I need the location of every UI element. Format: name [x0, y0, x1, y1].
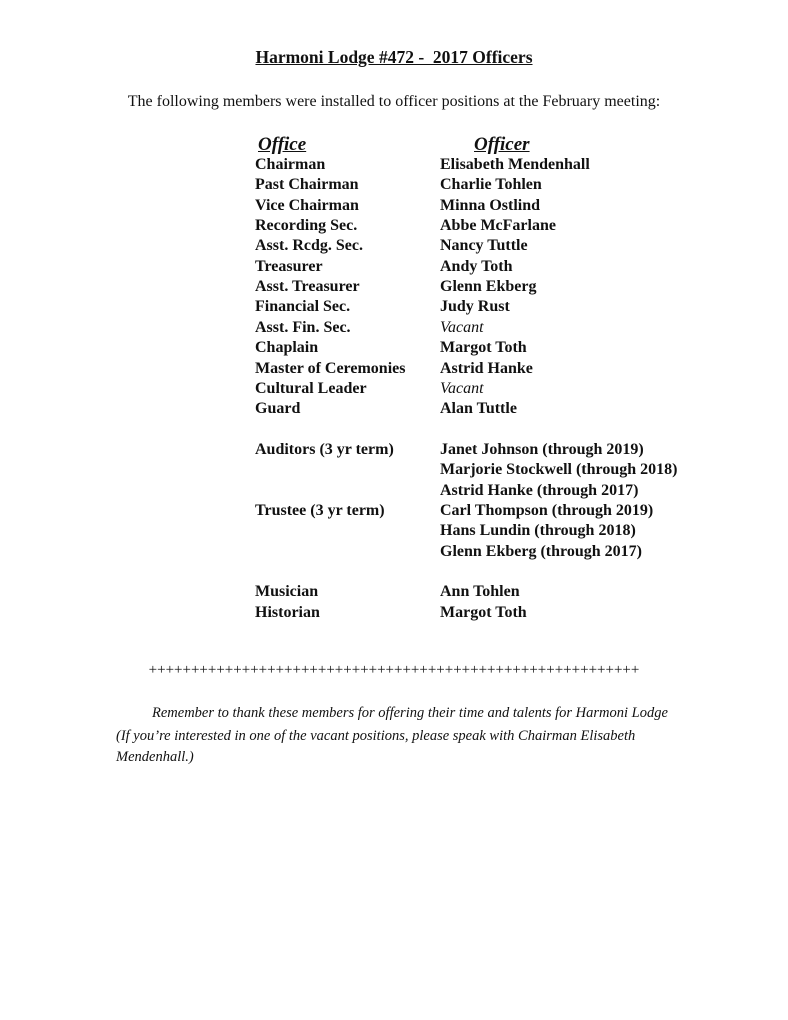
officer-vacant: Vacant [440, 318, 484, 336]
officer-name: Carl Thompson (through 2019) [440, 501, 654, 519]
officer-row [0, 604, 788, 624]
officer-row [0, 502, 788, 522]
officer-row [0, 176, 788, 196]
officer-row [0, 400, 788, 420]
office-name: Chairman [255, 156, 326, 173]
office-name: Asst. Rcdg. Sec. [255, 237, 363, 255]
officer-name: Hans Lundin (through 2018) [440, 522, 636, 540]
officer-name: Glenn Ekberg (through 2017) [440, 542, 642, 560]
office-name: Auditors (3 yr term) [255, 440, 394, 458]
office-name: Past Chairman [255, 176, 359, 194]
office-name: Recording Sec. [255, 217, 358, 235]
office-name: Cultural Leader [255, 379, 367, 397]
office-name: Guard [255, 400, 301, 418]
officer-row [0, 482, 788, 502]
officer-row [0, 360, 788, 380]
officer-row [0, 441, 788, 461]
page-title: Harmoni Lodge #472 - 2017 Officers [255, 47, 533, 67]
officer-row [0, 522, 788, 542]
officer-name: Elisabeth Mendenhall [440, 156, 590, 173]
officer-row [0, 278, 788, 298]
vacancy-note: (If you’re interested in one of the vacant positions, please speak with Chairman Elisabeth Mendenhall.) [116, 728, 636, 765]
officer-name: Abbe McFarlane [440, 217, 556, 235]
officer-name: Marjorie Stockwell (through 2018) [440, 461, 678, 479]
office-name: Vice Chairman [255, 196, 359, 214]
office-name: Financial Sec. [255, 298, 351, 316]
officer-name: Astrid Hanke [440, 359, 533, 377]
officer-name: Glenn Ekberg [440, 278, 537, 296]
officer-name: Andy Toth [440, 257, 513, 275]
office-name: Asst. Treasurer [255, 278, 360, 296]
officer-row [0, 258, 788, 278]
officer-row [0, 583, 788, 603]
office-name: Treasurer [255, 257, 323, 275]
officer-name: Minna Ostlind [440, 196, 541, 214]
officer-row [0, 563, 788, 583]
officer-row [0, 237, 788, 257]
officer-name: Janet Johnson (through 2019) [440, 440, 644, 458]
officer-row [0, 319, 788, 339]
officer-name: Charlie Tohlen [440, 176, 542, 194]
office-name: Asst. Fin. Sec. [255, 318, 351, 336]
thanks-text: Remember to thank these members for offering their time and talents for Harmoni Lodge [152, 705, 668, 721]
officer-row [0, 421, 788, 441]
officer-name: Astrid Hanke (through 2017) [440, 481, 639, 499]
officer-row [0, 339, 788, 359]
office-name: Trustee (3 yr term) [255, 501, 385, 519]
officer-row [0, 156, 788, 176]
officer-name: Ann Tohlen [440, 583, 520, 601]
officer-column-header: Officer [474, 134, 530, 155]
officer-name: Nancy Tuttle [440, 237, 528, 255]
officer-name: Margot Toth [440, 603, 527, 621]
officer-name: Margot Toth [440, 339, 527, 357]
office-name: Master of Ceremonies [255, 359, 406, 377]
officer-name: Judy Rust [440, 298, 510, 316]
intro-text: The following members were installed to officer positions at the February meeting: [127, 93, 661, 110]
officer-row [0, 298, 788, 318]
officer-row [0, 543, 788, 563]
officer-row [0, 380, 788, 400]
officer-row [0, 217, 788, 237]
officer-row [0, 461, 788, 481]
officer-vacant: Vacant [440, 379, 484, 397]
office-name: Chaplain [255, 339, 319, 357]
office-name: Historian [255, 603, 320, 621]
separator-line: ++++++++++++++++++++++++++++++++++++++++++++++++++++++++++ [148, 662, 640, 678]
office-name: Musician [255, 583, 319, 601]
office-column-header: Office [258, 134, 307, 155]
officer-name: Alan Tuttle [440, 400, 517, 418]
officer-row [0, 197, 788, 217]
